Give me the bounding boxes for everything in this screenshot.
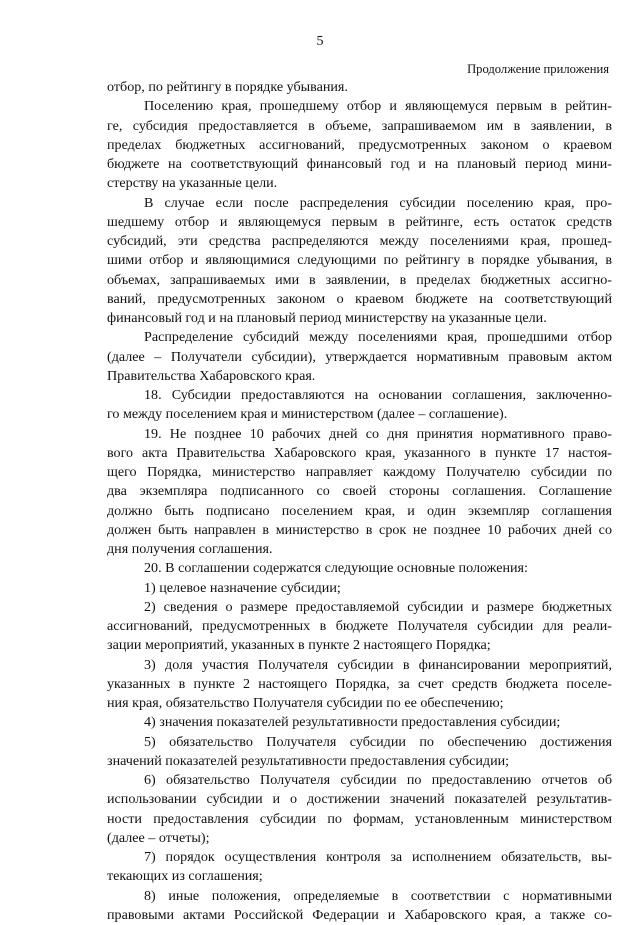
- paragraph-9-line-1: 2) сведения о размере предоставляемой субсидии и размере бюджетных: [144, 598, 612, 615]
- paragraph-5-line-2: го между поселением края и министерством (далее – соглашение).: [107, 406, 508, 423]
- paragraph-12-line-2: значений показателей результативности предоставления субсидии;: [107, 752, 510, 769]
- paragraph-3-line-6: ваний, предусмотренных законом о краевом бюджете на соответствующий: [107, 290, 612, 307]
- paragraph-15-line-2: правовыми актами Российской Федерации и Хабаровского края, а также со-: [107, 906, 612, 923]
- paragraph-2-line-1: Поселению края, прошедшему отбор и являющемуся первым в рейтин-: [144, 98, 612, 115]
- paragraph-2-line-3: пределах бюджетных ассигнований, предусмотренных законом о краевом: [107, 136, 612, 153]
- paragraph-2-line-2: ге, субсидия предоставляется в объеме, запрашиваемом им в заявлении, в: [107, 117, 612, 134]
- paragraph-7-line-1: 20. В соглашении содержатся следующие основные положения:: [144, 560, 528, 577]
- paragraph-3-line-1: В случае если после распределения субсидии поселению края, про-: [144, 194, 612, 211]
- paragraph-9-line-3: зации мероприятий, указанных в пункте 2 настоящего Порядка;: [107, 637, 491, 654]
- paragraph-10-line-1: 3) доля участия Получателя субсидии в финансировании мероприятий,: [144, 656, 612, 673]
- paragraph-14-line-2: текающих из соглашения;: [107, 868, 263, 885]
- paragraph-14-line-1: 7) порядок осуществления контроля за исполнением обязательств, вы-: [144, 849, 612, 865]
- paragraph-2-line-5: стерству на указанные цели.: [107, 175, 278, 192]
- paragraph-9-line-2: ассигнований, предусмотренных в бюджете Получателя субсидии для реали-: [107, 618, 612, 634]
- paragraph-4-line-1: Распределение субсидий между поселениями края, прошедшими отбор: [144, 329, 612, 346]
- paragraph-6-line-6: должен быть направлен в министерство в срок не позднее 10 рабочих дней со: [107, 521, 612, 538]
- paragraph-6-line-3: щего Порядка, министерство направляет каждому Получателю субсидии по: [107, 464, 612, 480]
- paragraph-5-line-1: 18. Субсидии предоставляются на основании соглашения, заключенно-: [144, 387, 612, 403]
- paragraph-11-line-1: 4) значения показателей результативности предоставления субсидии;: [144, 714, 561, 731]
- paragraph-2-line-4: бюджете на соответствующий финансовый год и на плановый период мини-: [107, 156, 612, 172]
- paragraph-3-line-2: шедшему отбор и являющемуся первым в рейтинге, есть остаток средств: [107, 213, 612, 230]
- paragraph-1-line-1: отбор, по рейтингу в порядке убывания.: [107, 79, 348, 95]
- paragraph-6-line-2: вого акта Правительства Хабаровского края, указанного в пункте 17 настоя-: [107, 444, 612, 461]
- paragraph-13-line-4: (далее – отчеты);: [107, 829, 210, 846]
- paragraph-3-line-5: объемах, запрашиваемых ими в заявлении, в пределах бюджетных ассигно-: [107, 271, 612, 288]
- paragraph-3-line-4: шими отбор и являющимися следующими по рейтингу в порядке убывания, в: [107, 252, 612, 269]
- document-body: [107, 78, 612, 925]
- paragraph-6-line-5: должно быть подписано поселением края, и один экземпляр соглашения: [107, 502, 612, 519]
- continuation-note: Продолжение приложения: [467, 62, 609, 76]
- paragraph-8-line-1: 1) целевое назначение субсидии;: [144, 579, 341, 596]
- paragraph-4-line-2: (далее – Получатели субсидии), утверждается нормативным правовым актом: [107, 348, 612, 365]
- paragraph-4-line-3: Правительства Хабаровского края.: [107, 367, 316, 384]
- page-number: 5: [316, 34, 324, 49]
- paragraph-10-line-3: ния края, обязательство Получателя субсидии по ее обеспечению;: [107, 695, 504, 711]
- paragraph-6-line-7: дня получения соглашения.: [107, 541, 273, 557]
- paragraph-3-line-7: финансовый год и на плановый период министерству на указанные цели.: [107, 310, 547, 326]
- paragraph-10-line-2: указанных в пункте 2 настоящего Порядка, за счет средств бюджета поселе-: [107, 675, 612, 692]
- paragraph-13-line-1: 6) обязательство Получателя субсидии по предоставлению отчетов об: [144, 772, 612, 788]
- paragraph-6-line-1: 19. Не позднее 10 рабочих дней со дня принятия нормативного право-: [144, 425, 612, 442]
- paragraph-12-line-1: 5) обязательство Получателя субсидии по обеспечению достижения: [144, 733, 612, 750]
- paragraph-13-line-3: ности предоставления субсидии по формам, установленным министерством: [107, 810, 612, 827]
- paragraph-3-line-3: субсидий, эти средства распределяются между поселениями края, прошед-: [107, 233, 612, 249]
- paragraph-13-line-2: использовании субсидии и о достижении значений показателей результатив-: [107, 791, 612, 808]
- paragraph-6-line-4: два экземпляра подписанного со своей стороны соглашения. Соглашение: [107, 483, 612, 500]
- paragraph-15-line-1: 8) иные положения, определяемые в соответствии с нормативными: [144, 887, 612, 904]
